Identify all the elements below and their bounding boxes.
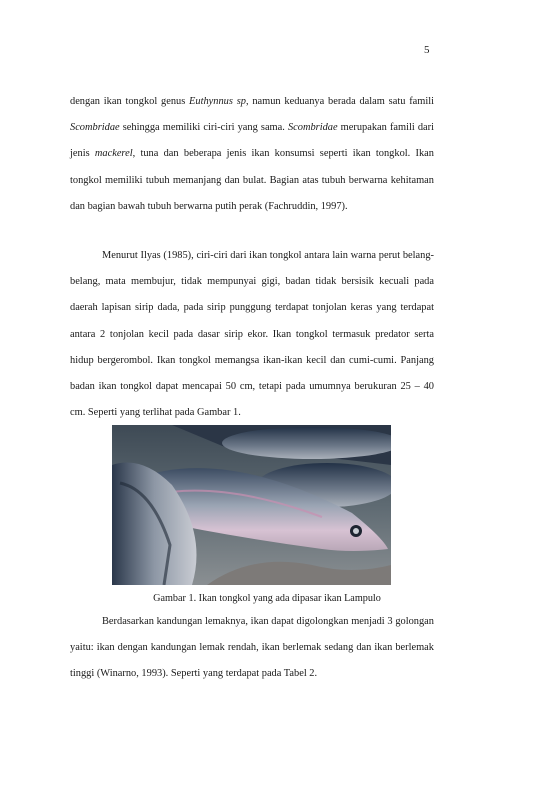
paragraph-2: Menurut Ilyas (1985), ciri-ciri dari ikan tongkol antara lain warna perut belang-belang, mata membujur, tidak mempunyai gigi, badan tidak bersisik kecuali pada daerah lapisan sirip dada, pada sirip punggung terdapat tonjolan keras yang terdapat antara 2 tonjolan kecil pada dasar sirip ekor. Ikan tongkol termasuk predator serta hidup bergerombol. Ikan tongkol memangsa ikan-ikan kecil dan cumi-cumi. Panjang badan ikan tongkol dapat mencapai 50 cm, tetapi pada umumnya berukuran 25 – 40 cm. Seperti yang terlihat pada Gambar 1. xyxy=(70,250,434,419)
figure-caption: Gambar 1. Ikan tongkol yang ada dipasar ikan Lampulo xyxy=(153,593,381,604)
page-number: 5 xyxy=(424,44,430,56)
fish-photo xyxy=(112,425,391,585)
paragraph-1: dengan ikan tongkol genus Euthynnus sp, namun keduanya berada dalam satu famili Scombridae sehingga memiliki ciri-ciri yang sama. Scombridae merupakan famili dari jenis mackerel, tuna dan beberapa jenis ikan konsumsi seperti ikan tongkol. Ikan tongkol memiliki tubuh memanjang dan bulat. Bagian atas tubuh berwarna kehitaman dan bagian bawah tubuh berwarna putih perak (Fachruddin, 1997). xyxy=(70,96,435,212)
paragraph-3: Berdasarkan kandungan lemaknya, ikan dapat digolongkan menjadi 3 golongan yaitu: ikan dengan kandungan lemak rendah, ikan berlemak sedang dan ikan berlemak tinggi (Winarno, 1993). Seperti yang terdapat pada Tabel 2. xyxy=(70,616,434,680)
